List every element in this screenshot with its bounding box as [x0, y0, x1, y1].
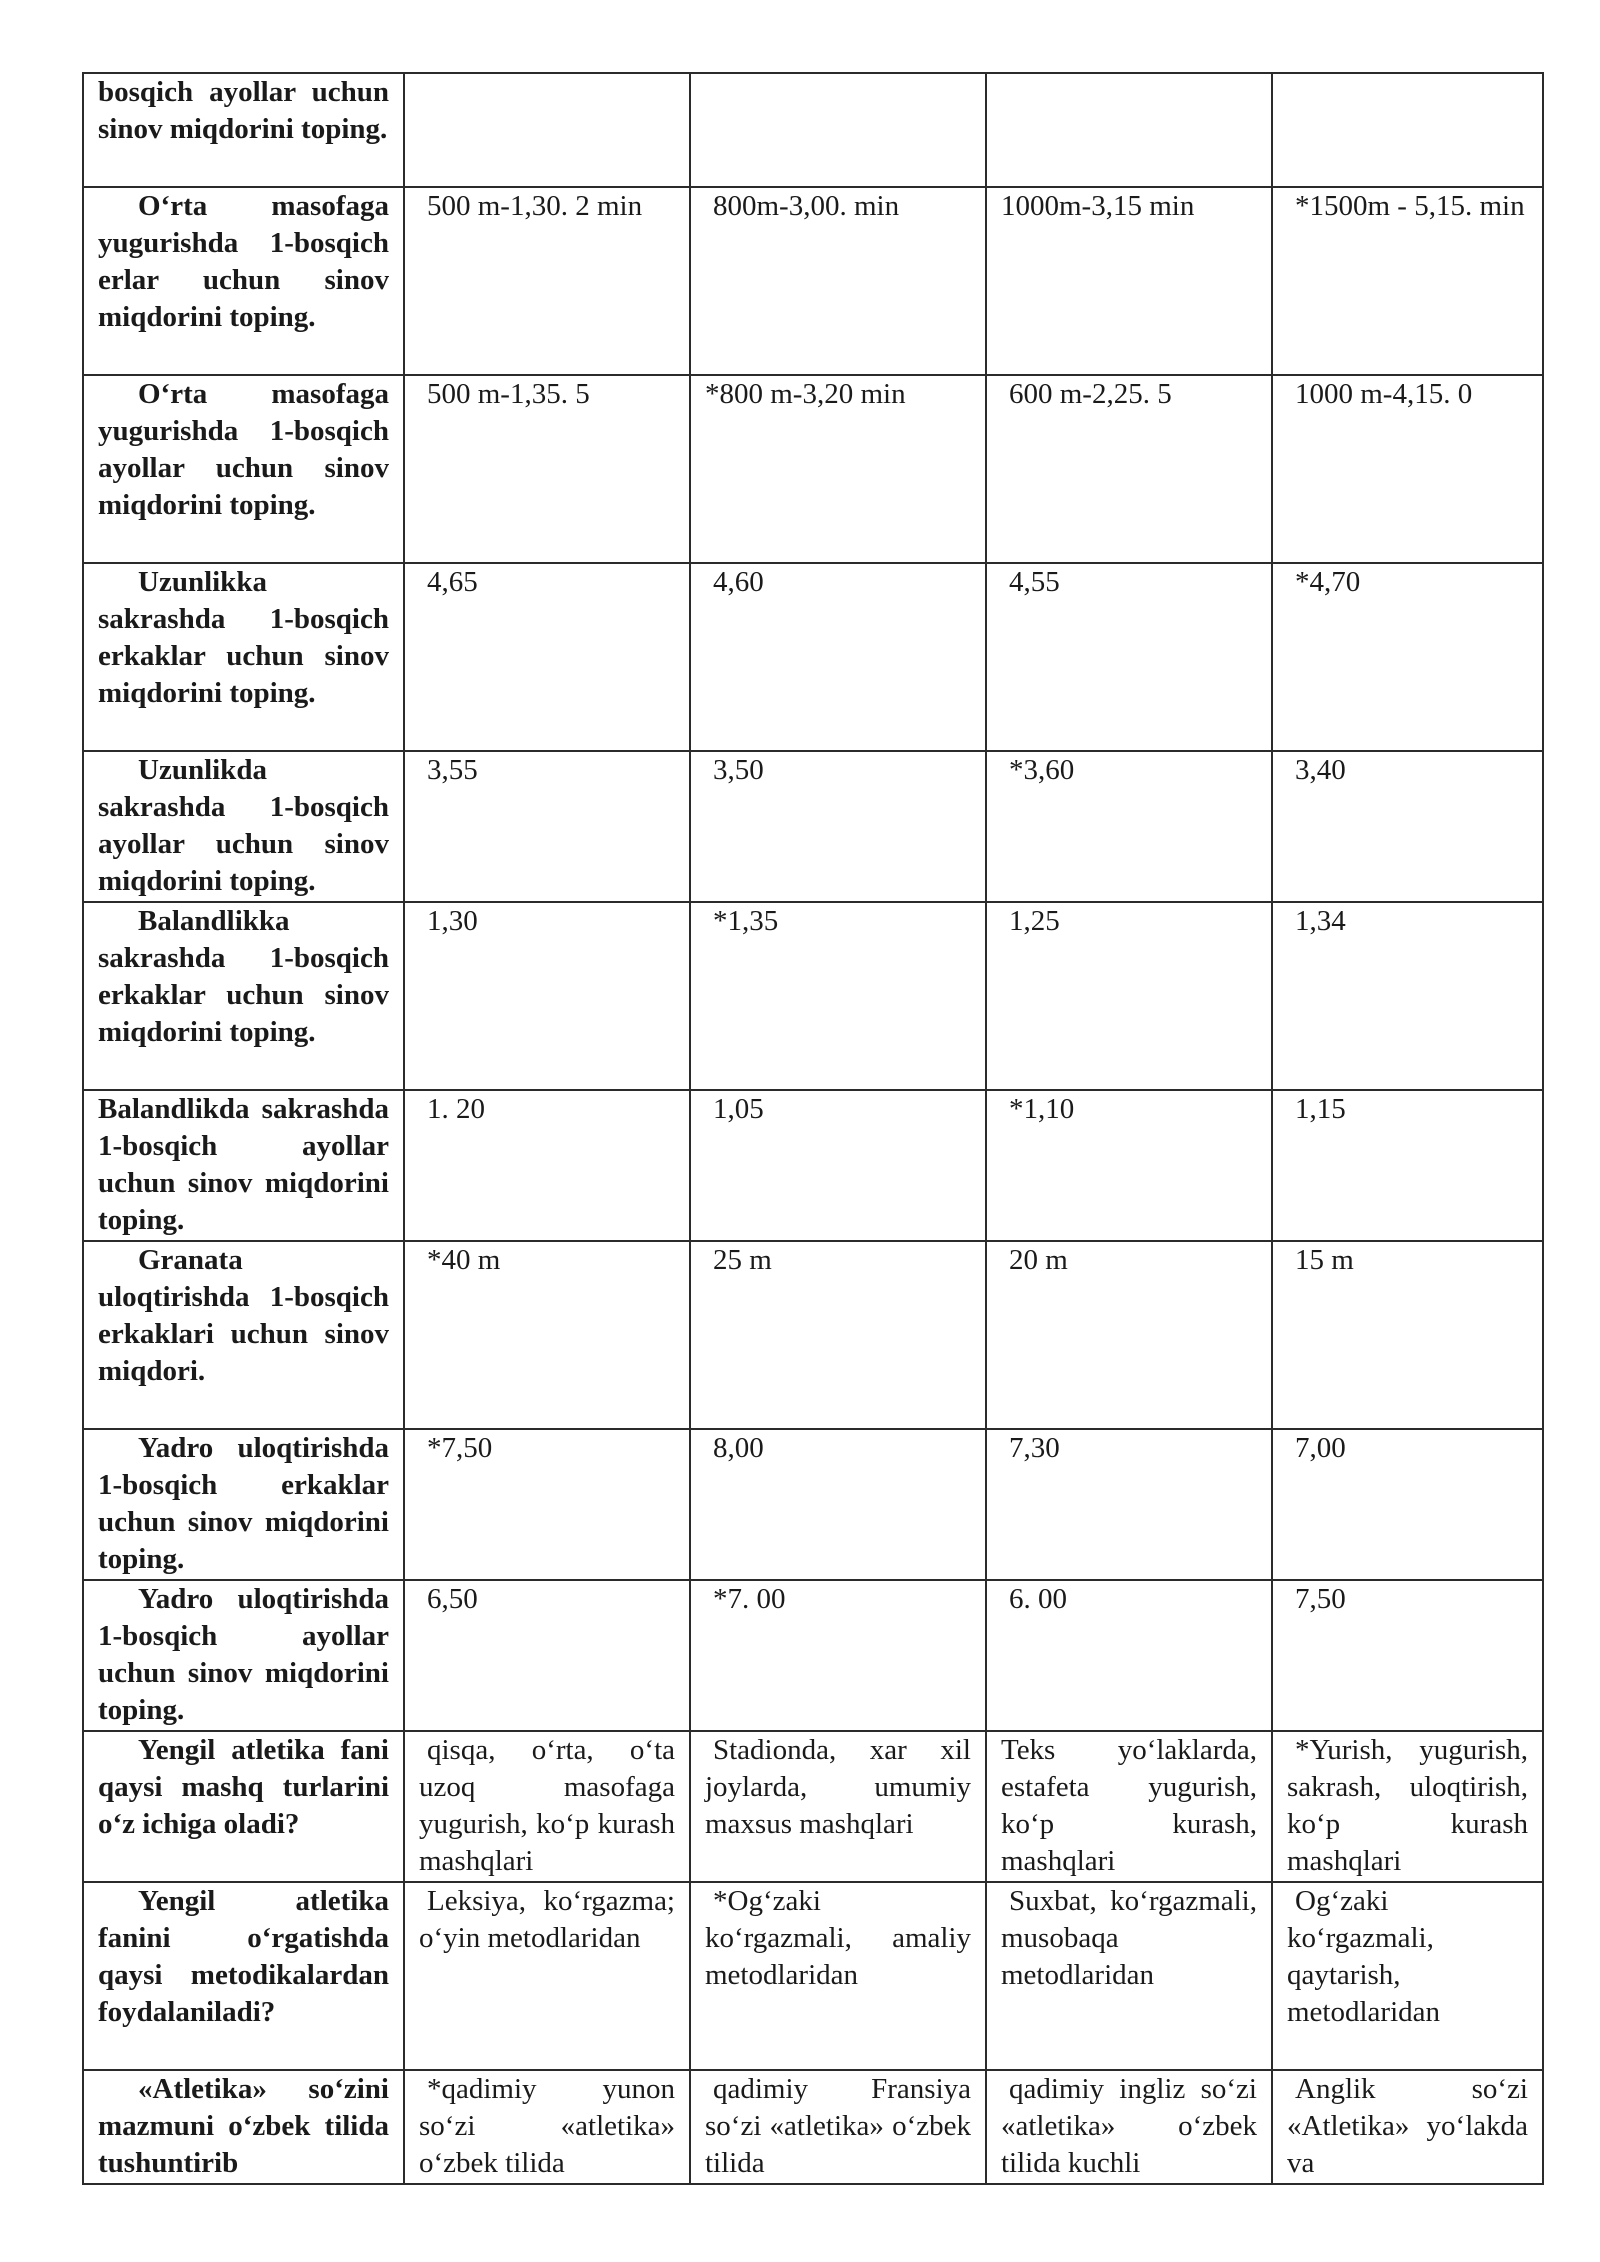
answer-cell: 4,55	[986, 563, 1272, 751]
question-cell: Granata uloqtirishda 1-bosqich erkaklari uchun sinov miqdori.	[83, 1241, 404, 1429]
question-cell: Balandlikka sakrashda 1-bosqich erkaklar uchun sinov miqdorini toping.	[83, 902, 404, 1090]
answer-cell: qadimiy Fransiya so‘zi «atletika» o‘zbek tilida	[690, 2070, 986, 2184]
table-row	[83, 902, 1543, 1090]
question-cell: O‘rta masofaga yugurishda 1-bosqich ayollar uchun sinov miqdorini toping.	[83, 375, 404, 563]
answer-cell: *qadimiy yunon so‘zi «atletika» o‘zbek tilida	[404, 2070, 690, 2184]
answer-cell: Suxbat, ko‘rgazmali, musobaqa metodlaridan	[986, 1882, 1272, 2070]
question-cell: Yengil atletika fani qaysi mashq turlarini o‘z ichiga oladi?	[83, 1731, 404, 1882]
answer-cell: Teks yo‘laklarda, estafeta yugurish, ko‘p kurash, mashqlari	[986, 1731, 1272, 1882]
question-cell: Yengil atletika fanini o‘rgatishda qaysi metodikalardan foydalaniladi?	[83, 1882, 404, 2070]
answer-cell: 15 m	[1272, 1241, 1543, 1429]
answer-cell: 3,50	[690, 751, 986, 902]
answer-cell: *1500m - 5,15. min	[1272, 187, 1543, 375]
answer-cell: 500 m-1,30. 2 min	[404, 187, 690, 375]
answer-cell: *Yurish, yugurish, sakrash, uloqtirish, ko‘p kurash mashqlari	[1272, 1731, 1543, 1882]
answer-cell: 6. 00	[986, 1580, 1272, 1731]
answer-cell: 1,15	[1272, 1090, 1543, 1241]
answer-cell: *1,10	[986, 1090, 1272, 1241]
answer-cell: *4,70	[1272, 563, 1543, 751]
table-row	[83, 1241, 1543, 1429]
table-row	[83, 1429, 1543, 1580]
table-row	[83, 1090, 1543, 1241]
answer-cell	[1272, 73, 1543, 187]
question-cell: O‘rta masofaga yugurishda 1-bosqich erlar uchun sinov miqdorini toping.	[83, 187, 404, 375]
answer-cell: *Og‘zaki ko‘rgazmali, amaliy metodlaridan	[690, 1882, 986, 2070]
answer-cell: Anglik so‘zi «Atletika» yo‘lakda va	[1272, 2070, 1543, 2184]
answer-cell: 1000 m-4,15. 0	[1272, 375, 1543, 563]
question-cell: Yadro uloqtirishda 1-bosqich erkaklar uchun sinov miqdorini toping.	[83, 1429, 404, 1580]
question-cell: Balandlikda sakrashda 1-bosqich ayollar uchun sinov miqdorini toping.	[83, 1090, 404, 1241]
answer-cell: *3,60	[986, 751, 1272, 902]
table-row	[83, 73, 1543, 187]
question-cell: «Atletika» so‘zini mazmuni o‘zbek tilida tushuntirib	[83, 2070, 404, 2184]
question-cell: Uzunlikka sakrashda 1-bosqich erkaklar uchun sinov miqdorini toping.	[83, 563, 404, 751]
answer-cell	[690, 73, 986, 187]
table-row	[83, 1731, 1543, 1882]
question-cell: Yadro uloqtirishda 1-bosqich ayollar uchun sinov miqdorini toping.	[83, 1580, 404, 1731]
table-row	[83, 751, 1543, 902]
answer-cell: 4,65	[404, 563, 690, 751]
table-row	[83, 187, 1543, 375]
question-cell: Uzunlikda sakrashda 1-bosqich ayollar uchun sinov miqdorini toping.	[83, 751, 404, 902]
table-row	[83, 375, 1543, 563]
table-row	[83, 2070, 1543, 2184]
answer-cell: Leksiya, ko‘rgazma; o‘yin metodlaridan	[404, 1882, 690, 2070]
question-cell: bosqich ayollar uchun sinov miqdorini toping.	[83, 73, 404, 187]
answer-cell: *1,35	[690, 902, 986, 1090]
answer-cell: 1,30	[404, 902, 690, 1090]
answer-cell: 1,34	[1272, 902, 1543, 1090]
answer-cell: 20 m	[986, 1241, 1272, 1429]
answer-cell: *7,50	[404, 1429, 690, 1580]
answer-cell: 7,30	[986, 1429, 1272, 1580]
answer-cell: qisqa, o‘rta, o‘ta uzoq masofaga yugurish, ko‘p kurash mashqlari	[404, 1731, 690, 1882]
answer-cell: *7. 00	[690, 1580, 986, 1731]
table-row	[83, 1580, 1543, 1731]
answer-cell: 3,55	[404, 751, 690, 902]
answer-cell: 500 m-1,35. 5	[404, 375, 690, 563]
answer-cell	[404, 73, 690, 187]
answer-cell: 7,50	[1272, 1580, 1543, 1731]
quiz-table	[82, 72, 1544, 2185]
answer-cell: 4,60	[690, 563, 986, 751]
answer-cell: 600 m-2,25. 5	[986, 375, 1272, 563]
table-row	[83, 1882, 1543, 2070]
answer-cell: 25 m	[690, 1241, 986, 1429]
answer-cell	[986, 73, 1272, 187]
answer-cell: *800 m-3,20 min	[690, 375, 986, 563]
table-row	[83, 563, 1543, 751]
answer-cell: Stadionda, xar xil joylarda, umumiy maxsus mashqlari	[690, 1731, 986, 1882]
answer-cell: 1,05	[690, 1090, 986, 1241]
answer-cell: 800m-3,00. min	[690, 187, 986, 375]
answer-cell: Og‘zaki ko‘rgazmali, qaytarish, metodlaridan	[1272, 1882, 1543, 2070]
answer-cell: *40 m	[404, 1241, 690, 1429]
answer-cell: qadimiy ingliz so‘zi «atletika» o‘zbek tilida kuchli	[986, 2070, 1272, 2184]
answer-cell: 7,00	[1272, 1429, 1543, 1580]
answer-cell: 3,40	[1272, 751, 1543, 902]
answer-cell: 1. 20	[404, 1090, 690, 1241]
answer-cell: 1000m-3,15 min	[986, 187, 1272, 375]
answer-cell: 8,00	[690, 1429, 986, 1580]
answer-cell: 6,50	[404, 1580, 690, 1731]
answer-cell: 1,25	[986, 902, 1272, 1090]
